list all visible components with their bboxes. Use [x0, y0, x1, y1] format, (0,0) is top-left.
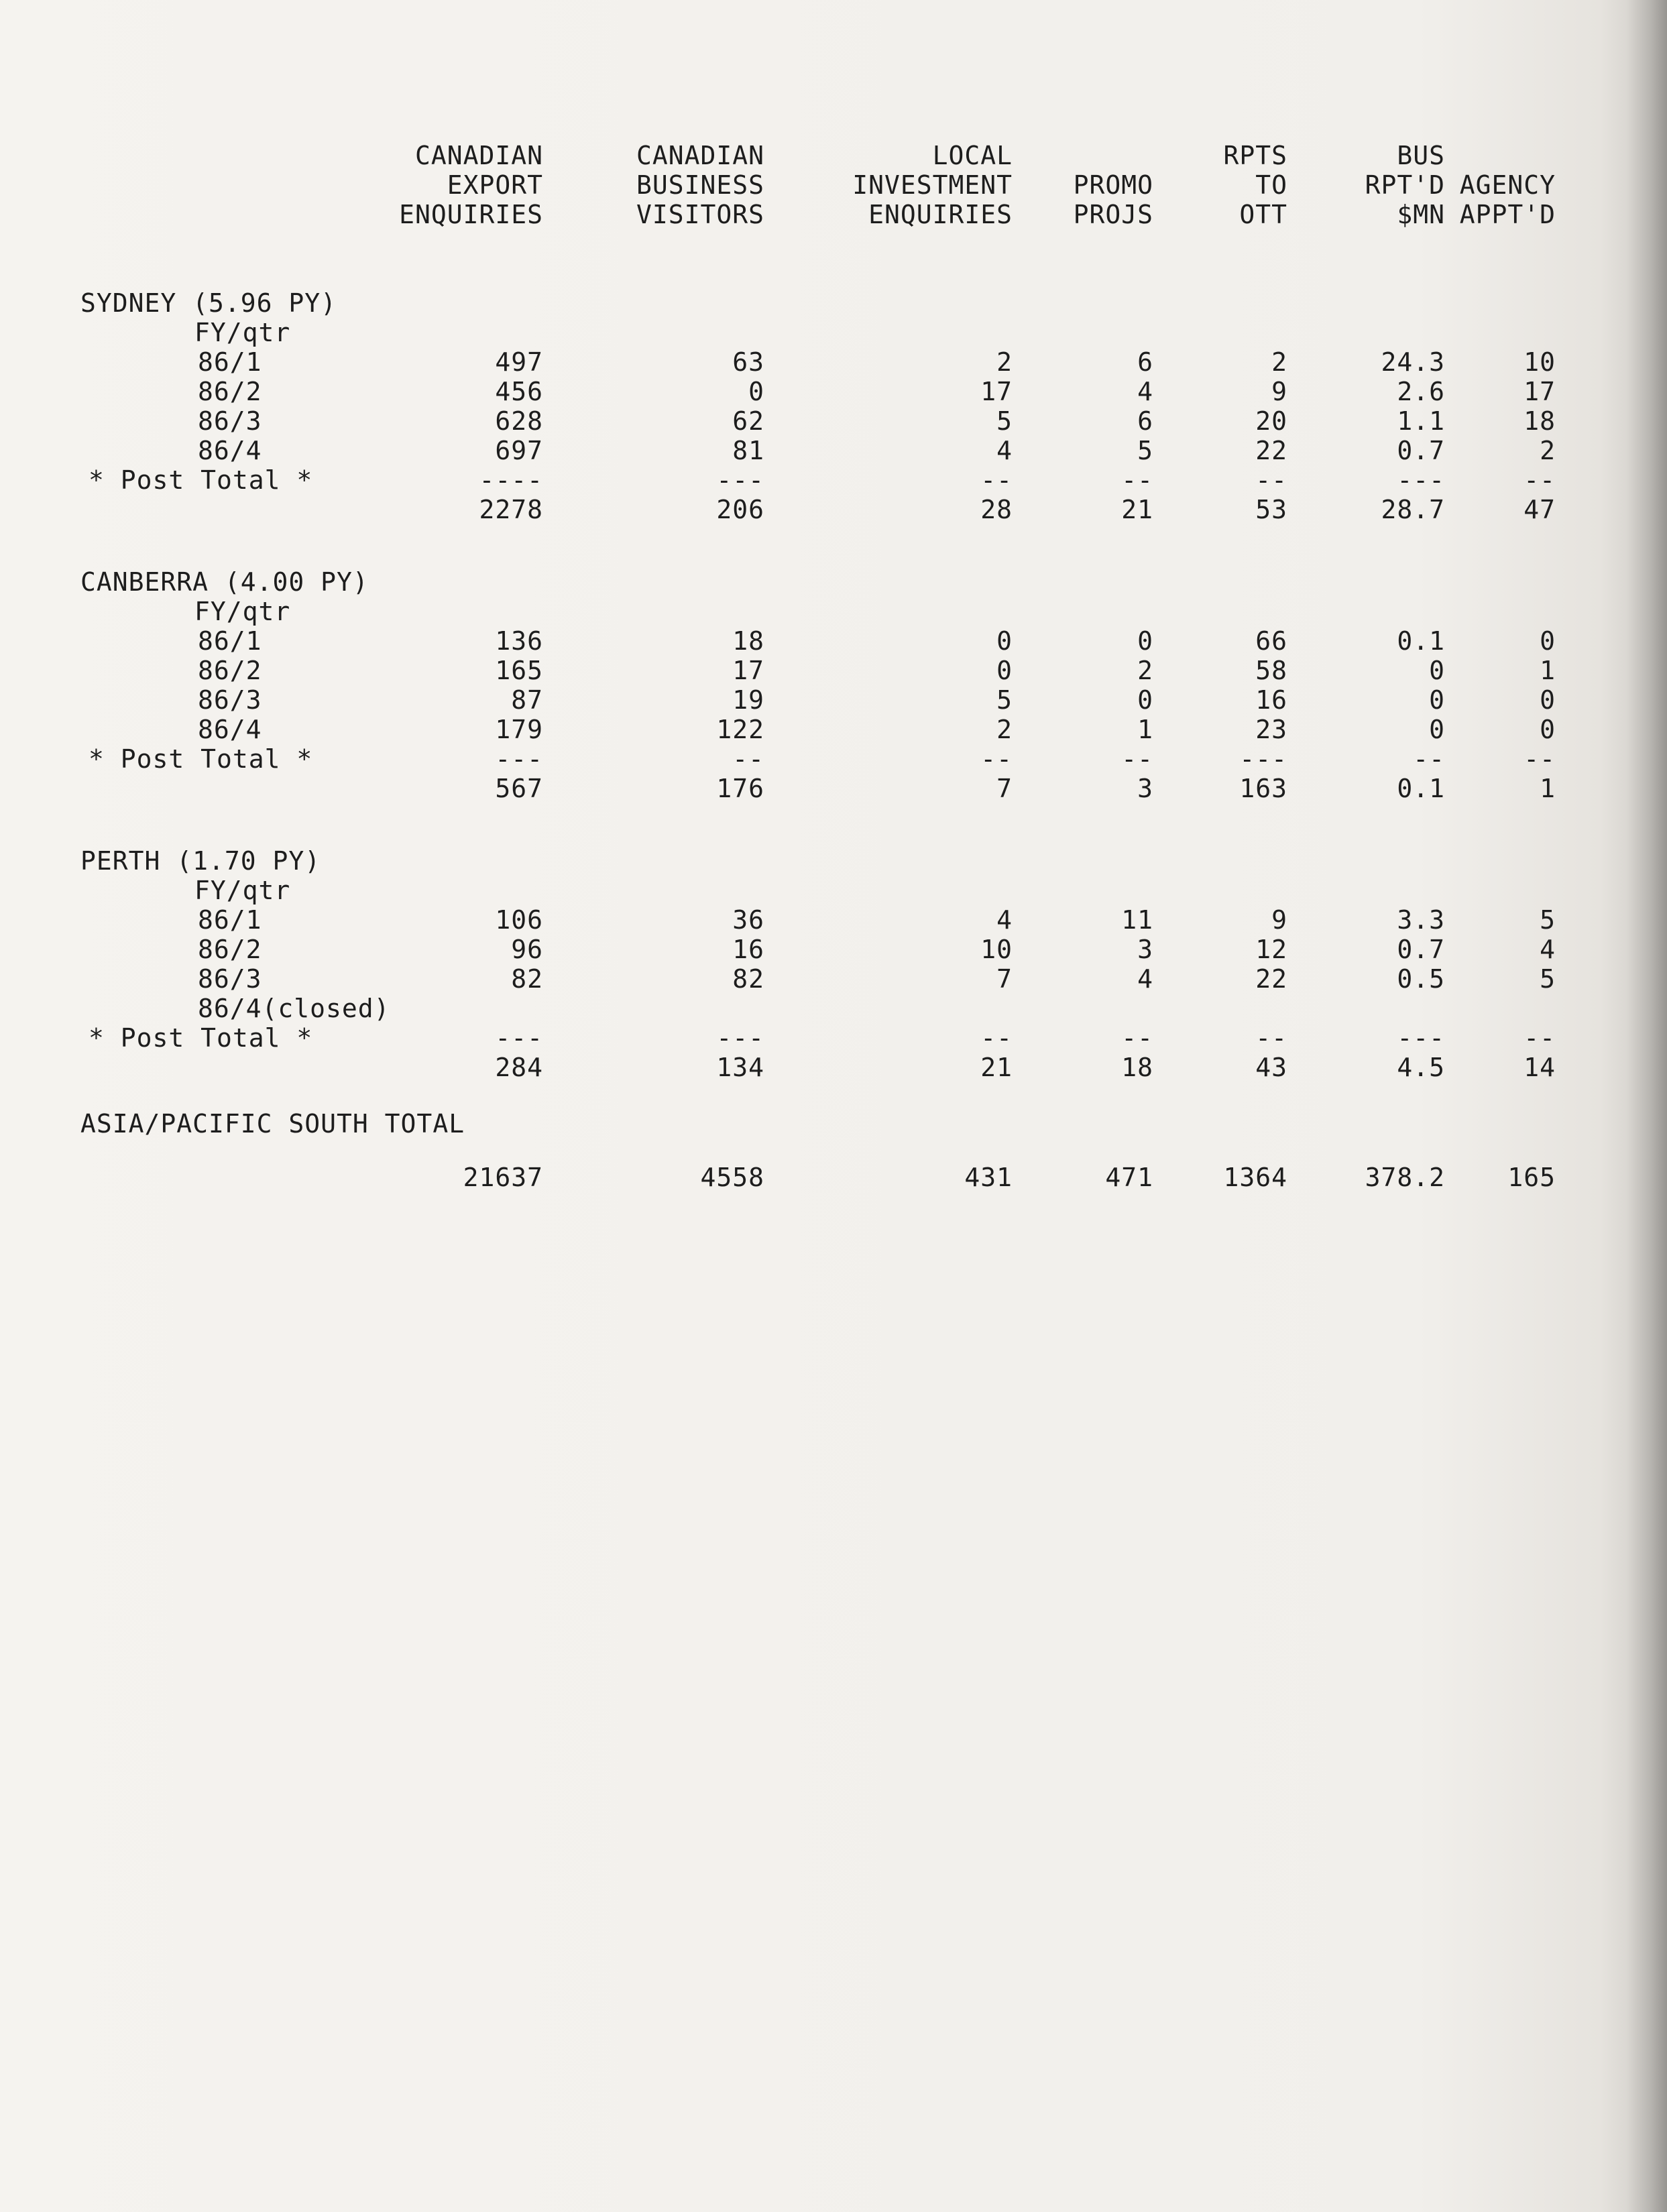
column-header-5	[1223, 141, 1287, 229]
grand-total-cell: 378.2	[1365, 1163, 1445, 1192]
table-cell: 5	[996, 685, 1013, 715]
total-cell: 21	[980, 1053, 1013, 1082]
total-separator: --	[1524, 1023, 1556, 1053]
column-header-2	[636, 141, 764, 229]
column-header-line: RPTS	[1223, 141, 1287, 170]
total-cell: 163	[1239, 774, 1287, 803]
table-cell: 0	[1540, 715, 1556, 744]
table-cell: 24.3	[1381, 347, 1445, 377]
column-header-line: ENQUIRIES	[399, 200, 543, 229]
grand-total-cell: 431	[964, 1163, 1013, 1192]
table-row	[80, 626, 1556, 656]
office-section	[80, 288, 1556, 524]
total-cell: 18	[1121, 1053, 1153, 1082]
table-cell: 10	[980, 935, 1013, 964]
total-cell: 47	[1524, 495, 1556, 524]
table-cell: 18	[1524, 406, 1556, 436]
quarter-label: 86/4(closed)	[198, 994, 390, 1023]
total-separator: --	[1121, 465, 1153, 495]
quarter-label: 86/2	[198, 656, 262, 685]
table-cell: 82	[732, 964, 764, 994]
table-cell: 4	[1540, 935, 1556, 964]
total-separator: --	[1413, 744, 1445, 774]
office-section	[80, 567, 1556, 803]
table-cell: 179	[495, 715, 543, 744]
table-cell: 9	[1271, 905, 1287, 935]
table-cell: 96	[511, 935, 543, 964]
table-cell: 0.7	[1397, 935, 1445, 964]
total-cell: 2278	[479, 495, 543, 524]
column-header-line: TO	[1255, 170, 1287, 200]
total-cell: 176	[716, 774, 764, 803]
table-cell: 2	[996, 347, 1013, 377]
office-section	[80, 846, 1556, 1082]
table-cell: 2	[1271, 347, 1287, 377]
total-separator: --	[1524, 465, 1556, 495]
total-separator: ---	[716, 1023, 764, 1053]
table-row	[80, 715, 1556, 744]
table-cell: 106	[495, 905, 543, 935]
table-cell: 2	[996, 715, 1013, 744]
table-cell: 2	[1540, 436, 1556, 465]
total-cell: 21	[1121, 495, 1153, 524]
column-header-line: CANADIAN	[636, 141, 764, 170]
post-total-row	[80, 774, 1556, 803]
table-cell: 66	[1255, 626, 1287, 656]
total-separator: ---	[1397, 465, 1445, 495]
table-cell: 6	[1137, 347, 1153, 377]
post-total-label: * Post Total *	[89, 465, 313, 495]
total-cell: 134	[716, 1053, 764, 1082]
page-edge-shadow	[1627, 0, 1667, 2212]
report-table	[80, 141, 1556, 1196]
table-cell: 18	[732, 626, 764, 656]
column-header-line: CANADIAN	[414, 141, 543, 170]
table-cell: 5	[1540, 905, 1556, 935]
table-cell: 81	[732, 436, 764, 465]
post-total-row	[80, 1053, 1556, 1082]
quarter-label: 86/3	[198, 406, 262, 436]
table-cell: 697	[495, 436, 543, 465]
column-header-line: OTT	[1239, 200, 1287, 229]
column-header-line: PROMO	[1073, 170, 1153, 200]
column-header-6	[1365, 141, 1445, 229]
table-cell: 4	[1137, 964, 1153, 994]
total-separator: --	[980, 1023, 1013, 1053]
table-cell: 6	[1137, 406, 1153, 436]
table-cell: 4	[1137, 377, 1153, 406]
table-cell: 0	[996, 656, 1013, 685]
grand-total-title: ASIA/PACIFIC SOUTH TOTAL	[80, 1109, 465, 1139]
quarter-label: 86/1	[198, 347, 262, 377]
table-cell: 3.3	[1397, 905, 1445, 935]
total-cell: 0.1	[1397, 774, 1445, 803]
column-header-7	[1460, 141, 1556, 229]
table-row	[80, 685, 1556, 715]
table-row	[80, 964, 1556, 994]
table-cell: 17	[980, 377, 1013, 406]
total-cell: 567	[495, 774, 543, 803]
table-cell: 82	[511, 964, 543, 994]
column-header-line: $MN	[1397, 200, 1445, 229]
post-total-label: * Post Total *	[89, 744, 313, 774]
table-cell: 22	[1255, 436, 1287, 465]
table-cell: 2.6	[1397, 377, 1445, 406]
total-cell: 1	[1540, 774, 1556, 803]
quarter-label: 86/4	[198, 715, 262, 744]
table-cell: 12	[1255, 935, 1287, 964]
quarter-label: 86/1	[198, 905, 262, 935]
table-cell: 5	[1137, 436, 1153, 465]
column-header-line: RPT'D	[1365, 170, 1445, 200]
table-cell: 10	[1524, 347, 1556, 377]
table-cell: 0	[1540, 685, 1556, 715]
total-separator: --	[1121, 744, 1153, 774]
table-cell: 0	[1540, 626, 1556, 656]
table-cell: 16	[1255, 685, 1287, 715]
grand-total-cell: 1364	[1223, 1163, 1287, 1192]
post-total-dash-row	[80, 465, 1556, 495]
column-header-line: APPT'D	[1459, 200, 1556, 229]
table-cell: 17	[1524, 377, 1556, 406]
table-row	[80, 436, 1556, 465]
post-total-row	[80, 495, 1556, 524]
table-cell: 22	[1255, 964, 1287, 994]
section-title: SYDNEY (5.96 PY)	[80, 288, 337, 318]
fy-qtr-row	[80, 597, 1556, 626]
column-header-line: VISITORS	[636, 200, 764, 229]
total-cell: 3	[1137, 774, 1153, 803]
post-total-label: * Post Total *	[89, 1023, 313, 1053]
fy-qtr-label: FY/qtr	[194, 597, 291, 626]
total-cell: 206	[716, 495, 764, 524]
total-separator: --	[980, 465, 1013, 495]
table-cell: 5	[996, 406, 1013, 436]
column-header-line	[1460, 141, 1556, 170]
column-header-line: LOCAL	[932, 141, 1013, 170]
table-cell: 11	[1121, 905, 1153, 935]
total-separator: --	[1255, 1023, 1287, 1053]
table-cell: 58	[1255, 656, 1287, 685]
column-header-line: PROJS	[1073, 200, 1153, 229]
table-cell: 1	[1540, 656, 1556, 685]
total-separator: ----	[479, 465, 543, 495]
section-gap	[80, 803, 1556, 826]
table-cell: 62	[732, 406, 764, 436]
table-cell: 0	[1429, 715, 1445, 744]
grand-total-row	[80, 1163, 1556, 1196]
column-header-4	[1074, 141, 1153, 229]
total-separator: --	[980, 744, 1013, 774]
total-cell: 28.7	[1381, 495, 1445, 524]
table-cell: 0	[1137, 626, 1153, 656]
quarter-label: 86/4	[198, 436, 262, 465]
table-cell: 456	[495, 377, 543, 406]
total-separator: --	[1121, 1023, 1153, 1053]
table-cell: 23	[1255, 715, 1287, 744]
table-cell: 0.1	[1397, 626, 1445, 656]
table-cell: 3	[1137, 935, 1153, 964]
quarter-label: 86/2	[198, 935, 262, 964]
table-row	[80, 905, 1556, 935]
column-header-line: BUS	[1397, 141, 1445, 170]
section-title: CANBERRA (4.00 PY)	[80, 567, 369, 597]
table-cell: 136	[495, 626, 543, 656]
table-cell: 0	[748, 377, 764, 406]
quarter-label: 86/3	[198, 685, 262, 715]
column-header-line: ENQUIRIES	[868, 200, 1013, 229]
total-cell: 43	[1255, 1053, 1287, 1082]
table-cell: 165	[495, 656, 543, 685]
table-cell: 20	[1255, 406, 1287, 436]
total-cell: 28	[980, 495, 1013, 524]
column-header-line: AGENCY	[1459, 170, 1556, 200]
table-row	[80, 377, 1556, 406]
table-cell: 4	[996, 905, 1013, 935]
post-total-dash-row	[80, 744, 1556, 774]
table-cell: 36	[732, 905, 764, 935]
fy-qtr-row	[80, 318, 1556, 347]
table-cell: 5	[1540, 964, 1556, 994]
total-separator: ---	[495, 1023, 543, 1053]
table-cell: 63	[732, 347, 764, 377]
table-row	[80, 994, 1556, 1023]
grand-total-cell: 21637	[463, 1163, 543, 1192]
table-cell: 0.7	[1397, 436, 1445, 465]
table-cell: 2	[1137, 656, 1153, 685]
total-cell: 4.5	[1397, 1053, 1445, 1082]
grand-total-cell: 471	[1105, 1163, 1153, 1192]
column-header-line: BUSINESS	[636, 170, 764, 200]
total-cell: 14	[1524, 1053, 1556, 1082]
section-title: PERTH (1.70 PY)	[80, 846, 321, 876]
total-separator: ---	[1239, 744, 1287, 774]
table-cell: 7	[996, 964, 1013, 994]
table-cell: 0	[1429, 685, 1445, 715]
total-separator: --	[1524, 744, 1556, 774]
table-row	[80, 347, 1556, 377]
total-separator: ---	[1397, 1023, 1445, 1053]
column-header-3	[852, 141, 1013, 229]
table-cell: 0.5	[1397, 964, 1445, 994]
table-cell: 122	[716, 715, 764, 744]
quarter-label: 86/1	[198, 626, 262, 656]
table-cell: 19	[732, 685, 764, 715]
column-header-line: EXPORT	[447, 170, 543, 200]
total-cell: 53	[1255, 495, 1287, 524]
post-total-dash-row	[80, 1023, 1556, 1053]
table-cell: 16	[732, 935, 764, 964]
column-header-line	[1074, 141, 1153, 170]
column-headers	[80, 141, 1556, 268]
total-separator: ---	[495, 744, 543, 774]
table-cell: 0	[1137, 685, 1153, 715]
table-cell: 0	[996, 626, 1013, 656]
table-row	[80, 935, 1556, 964]
table-row	[80, 656, 1556, 685]
total-separator: --	[732, 744, 764, 774]
total-separator: ---	[716, 465, 764, 495]
table-cell: 17	[732, 656, 764, 685]
table-cell: 9	[1271, 377, 1287, 406]
table-cell: 1	[1137, 715, 1153, 744]
grand-total-cell: 165	[1507, 1163, 1556, 1192]
quarter-label: 86/2	[198, 377, 262, 406]
fy-qtr-label: FY/qtr	[194, 876, 291, 905]
table-cell: 87	[511, 685, 543, 715]
fy-qtr-label: FY/qtr	[194, 318, 291, 347]
total-cell: 284	[495, 1053, 543, 1082]
table-cell: 1.1	[1397, 406, 1445, 436]
office-sections	[80, 288, 1556, 1082]
table-cell: 497	[495, 347, 543, 377]
fy-qtr-row	[80, 876, 1556, 905]
quarter-label: 86/3	[198, 964, 262, 994]
table-cell: 0	[1429, 656, 1445, 685]
column-header-line: INVESTMENT	[852, 170, 1013, 200]
table-cell: 4	[996, 436, 1013, 465]
section-gap	[80, 524, 1556, 547]
table-cell: 628	[495, 406, 543, 436]
total-cell: 7	[996, 774, 1013, 803]
table-row	[80, 406, 1556, 436]
total-separator: --	[1255, 465, 1287, 495]
column-header-1	[399, 141, 543, 229]
grand-total-cell: 4558	[700, 1163, 764, 1192]
